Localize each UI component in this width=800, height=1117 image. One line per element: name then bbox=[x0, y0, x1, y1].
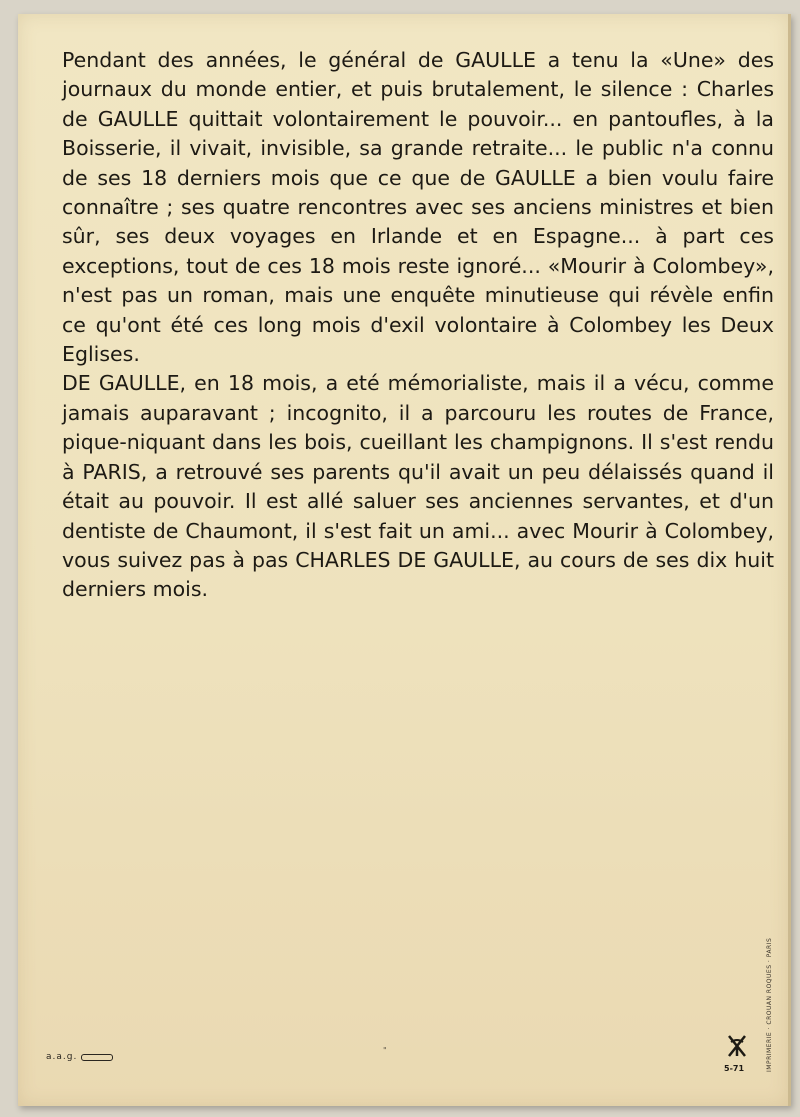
credit-bar-icon bbox=[81, 1054, 113, 1061]
publisher-code: 5-71 bbox=[724, 1064, 745, 1073]
blurb-text bbox=[62, 46, 774, 605]
design-credit-text: a.a.g. bbox=[46, 1052, 78, 1062]
book-back-cover bbox=[18, 14, 791, 1106]
blurb-paragraph-1: Pendant des années, le général de GAULLE a tenu la «Une» des journaux du monde entier, et puis brutalement, le silence : Charles de GAULLE quittait volontairement le pouvoir... en pantoufles, à la Boisserie, il vivait, invisible, sa grande retraite... le public n'a connu de ses 18 derniers mois que ce que de GAULLE a bien voulu faire connaître ; ses quatre rencontres avec ses anciens ministres et bien sûr, ses deux voyages en Irlande et en Espagne... à part ces exceptions, tout de ces 18 mois reste ignoré... «Mourir à Colombey», n'est pas un roman, mais une enquête minutieuse qui révèle enfin ce qu'ont été ces long mois d'exil volontaire à Colombey les Deux Eglises. bbox=[62, 48, 774, 367]
publisher-logo-icon bbox=[725, 1032, 749, 1060]
blurb-paragraph-2: DE GAULLE, en 18 mois, a eté mémorialiste, mais il a vécu, comme jamais auparavant ; incognito, il a parcouru les routes de France, pique-niquant dans les bois, cueillant les champignons. Il s'est rendu à PARIS, a retrouvé ses parents qu'il avait un peu délaissés quand il était au pouvoir. Il est allé saluer ses anciennes servantes, et d'un dentiste de Chaumont, il s'est fait un ami... avec Mourir à Colombey, vous suivez pas à pas CHARLES DE GAULLE, au cours de ses dix huit derniers mois. bbox=[62, 371, 774, 602]
center-mark: " bbox=[383, 1046, 387, 1055]
printer-note: IMPRIMERIE · CROUAN ROQUES · PARIS bbox=[766, 937, 773, 1072]
design-credit bbox=[46, 1052, 113, 1062]
